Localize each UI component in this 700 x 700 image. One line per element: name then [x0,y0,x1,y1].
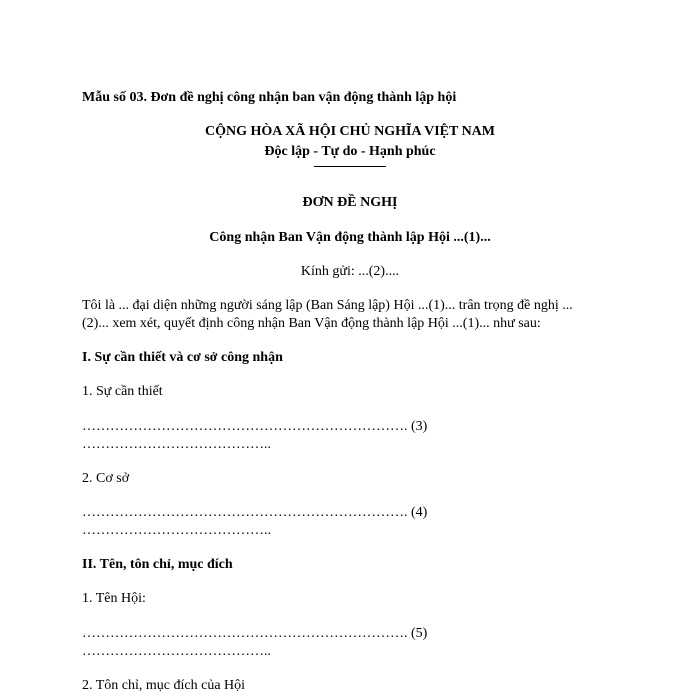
section-1-heading: I. Sự cần thiết và cơ sở công nhận [82,350,283,365]
section-1-item-2-label: 2. Cơ sở [82,471,130,486]
section-1-item-2-fill-line-1: ……………………………………………………………. (4) [82,505,428,520]
section-2-item-2-label: 2. Tôn chỉ, mục đích của Hội [82,678,246,693]
form-label: Mẫu số 03. Đơn đề nghị công nhận ban vận động thành lập hội [82,90,457,105]
section-2-item-1-label: 1. Tên Hội: [82,591,146,606]
section-1-item-1-label: 1. Sự cần thiết [82,384,163,399]
section-1-item-1-fill-line-2: ………………………………….. [82,437,271,452]
section-2-heading: II. Tên, tôn chỉ, mục đích [82,557,233,572]
document-title: ĐƠN ĐỀ NGHỊ [302,195,398,210]
national-title: CỘNG HÒA XÃ HỘI CHỦ NGHĨA VIỆT NAM [204,124,495,139]
national-motto: Độc lập - Tự do - Hạnh phúc [264,144,436,159]
document-subtitle: Công nhận Ban Vận động thành lập Hội ...(1)... [209,230,491,245]
intro-line-2: (2)... xem xét, quyết định công nhận Ban Vận động thành lập Hội ...(1)... như sau: [82,316,541,331]
motto-separator [314,166,386,167]
addressee: Kính gửi: ...(2).... [300,264,400,279]
section-2-item-1-fill-line-2: ………………………………….. [82,644,271,659]
section-2-item-1-fill-line-1: ……………………………………………………………. (5) [82,626,428,641]
intro-line-1: Tôi là ... đại diện những người sáng lập (Ban Sáng lập) Hội ...(1)... trân trọng đề nghị ... [82,298,573,313]
section-1-item-2-fill-line-2: ………………………………….. [82,523,271,538]
section-1-item-1-fill-line-1: ……………………………………………………………. (3) [82,419,428,434]
